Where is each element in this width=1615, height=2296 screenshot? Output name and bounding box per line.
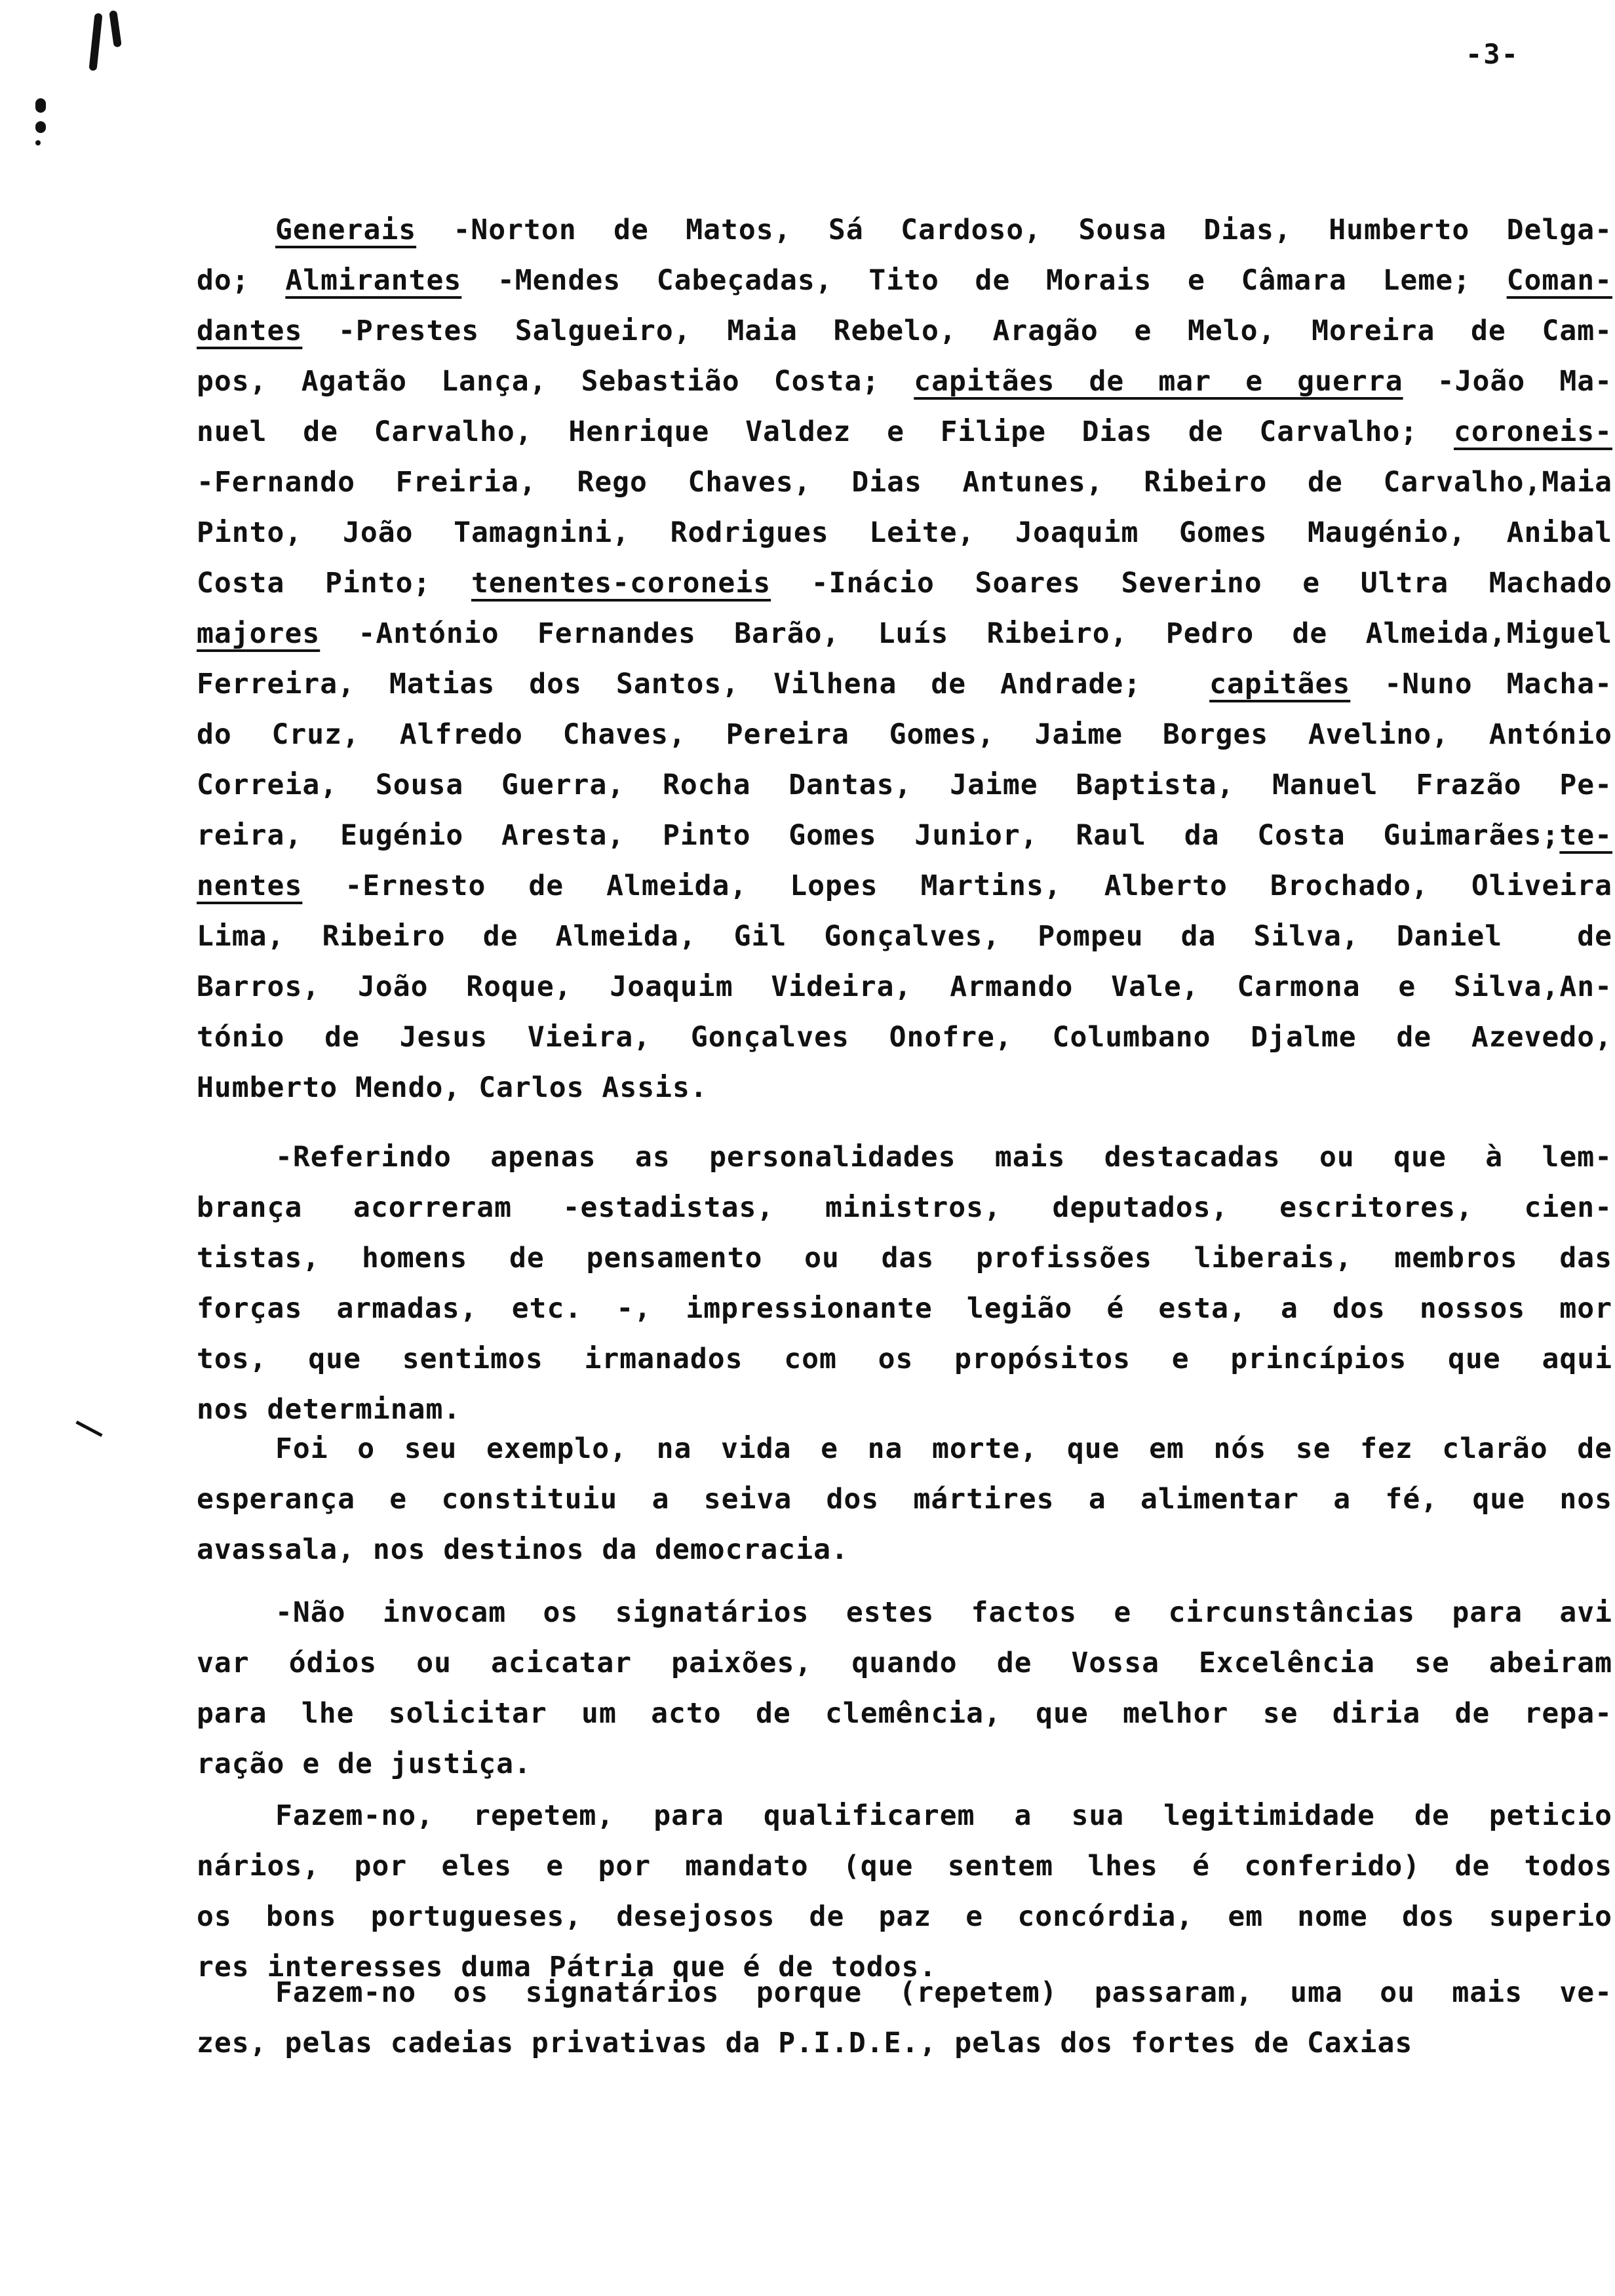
text-line xyxy=(197,771,1612,799)
text-segment: var ódios ou acicatar paixões, quando de Vossa Excelência se abeiram xyxy=(197,1647,1612,1679)
text-segment: Humberto Mendo, Carlos Assis. xyxy=(197,1071,708,1104)
underlined-term: coroneis- xyxy=(1454,415,1612,448)
text-segment: res interesses duma Pátria que é de todos. xyxy=(197,1951,937,1983)
text-segment: zes, pelas cadeias privativas da P.I.D.E., pelas dos fortes de Caxias xyxy=(197,2027,1413,2059)
text-segment: -João Ma- xyxy=(1403,365,1612,398)
text-segment: nuel de Carvalho, Henrique Valdez e Filipe Dias de Carvalho; xyxy=(197,415,1454,448)
text-line xyxy=(197,1021,1612,1054)
text-line xyxy=(197,819,1612,852)
text-line xyxy=(197,1649,1612,1677)
text-segment: Fazem-no os signatários porque (repetem) passaram, uma ou mais ve- xyxy=(275,1976,1612,2009)
underlined-term: te- xyxy=(1559,819,1612,852)
text-line xyxy=(275,1976,1612,2009)
text-line xyxy=(275,1143,1612,1172)
text-segment: esperança e constituiu a seiva dos mártires a alimentar a fé, que nos xyxy=(197,1483,1612,1516)
text-line xyxy=(197,1292,1612,1325)
text-segment: -Nuno Macha- xyxy=(1350,668,1612,700)
text-segment: -Ernesto de Almeida, Lopes Martins, Alberto Brochado, Oliveira xyxy=(302,870,1612,902)
text-line xyxy=(197,2029,1612,2057)
text-line xyxy=(197,1852,1612,1881)
text-segment: Pinto, João Tamagnini, Rodrigues Leite, Joaquim Gomes Maugénio, Anibal xyxy=(197,516,1612,549)
text-segment: Lima, Ribeiro de Almeida, Gil Gonçalves, Pompeu da Silva, Daniel de xyxy=(197,920,1612,953)
text-line xyxy=(197,1533,1612,1566)
text-segment: Correia, Sousa Guerra, Rocha Dantas, Jaime Baptista, Manuel Frazão Pe- xyxy=(197,769,1612,801)
text-segment: brança acorreram -estadistas, ministros, deputados, escritores, cien- xyxy=(197,1191,1612,1224)
text-line xyxy=(197,317,1612,345)
underlined-term: nentes xyxy=(197,870,303,902)
text-line xyxy=(197,516,1612,549)
underlined-term: tenentes-coroneis xyxy=(471,567,771,600)
text-segment: Foi o seu exemplo, na vida e na morte, que em nós se fez clarão de xyxy=(275,1432,1612,1465)
text-segment: tos, que sentimos irmanados com os propósitos e princípios que aqui xyxy=(197,1343,1612,1375)
text-segment: do; xyxy=(197,264,286,297)
underlined-term: Almirantes xyxy=(285,264,462,297)
text-line xyxy=(197,872,1612,900)
text-line xyxy=(197,1191,1612,1224)
text-line xyxy=(197,365,1612,398)
text-line xyxy=(197,1345,1612,1373)
text-segment: Ferreira, Matias dos Santos, Vilhena de Andrade; xyxy=(197,668,1210,700)
text-segment: ração e de justiça. xyxy=(197,1748,532,1780)
text-line xyxy=(275,1432,1612,1465)
text-segment: pos, Agatão Lança, Sebastião Costa; xyxy=(197,365,914,398)
text-segment: reira, Eugénio Aresta, Pinto Gomes Junior, Raul da Costa Guimarães; xyxy=(197,819,1560,852)
text-line xyxy=(197,569,1612,598)
text-segment: os bons portugueses, desejosos de paz e concórdia, em nome dos superio xyxy=(197,1900,1612,1933)
underlined-term: capitães xyxy=(1209,668,1351,700)
text-segment: -Inácio Soares Severino e Ultra Machado xyxy=(771,567,1612,600)
margin-mark xyxy=(35,121,46,133)
text-line xyxy=(197,264,1612,297)
text-segment: -Prestes Salgueiro, Maia Rebelo, Aragão e Melo, Moreira de Cam- xyxy=(302,315,1612,347)
underlined-term: dantes xyxy=(197,315,303,347)
text-line xyxy=(197,1900,1612,1933)
margin-mark xyxy=(75,1421,102,1437)
text-segment: avassala, nos destinos da democracia. xyxy=(197,1533,849,1566)
text-segment: forças armadas, etc. -, impressionante legião é esta, a dos nossos mor xyxy=(197,1292,1612,1325)
text-line xyxy=(197,1071,1612,1104)
text-line xyxy=(275,216,1612,244)
text-segment: tistas, homens de pensamento ou das profissões liberais, membros das xyxy=(197,1242,1612,1274)
underlined-term: Coman- xyxy=(1506,264,1612,297)
text-segment: -Não invocam os signatários estes factos e circunstâncias para avi xyxy=(275,1596,1612,1629)
text-segment: -António Fernandes Barão, Luís Ribeiro, Pedro de Almeida,Miguel xyxy=(320,617,1612,650)
margin-mark xyxy=(35,98,46,113)
text-segment: tónio de Jesus Vieira, Gonçalves Onofre, Columbano Djalme de Azevedo, xyxy=(197,1021,1612,1054)
text-segment: nários, por eles e por mandato (que sentem lhes é conferido) de todos xyxy=(197,1850,1612,1883)
text-segment: Costa Pinto; xyxy=(197,567,471,600)
text-line xyxy=(197,1697,1612,1730)
text-segment: Fazem-no, repetem, para qualificarem a sua legitimidade de peticio xyxy=(275,1799,1612,1832)
text-line xyxy=(197,617,1612,650)
text-segment: do Cruz, Alfredo Chaves, Pereira Gomes, Jaime Borges Avelino, António xyxy=(197,718,1612,751)
text-line xyxy=(275,1596,1612,1629)
text-segment: -Referindo apenas as personalidades mais destacadas ou que à lem- xyxy=(275,1141,1612,1174)
text-line xyxy=(197,1244,1612,1272)
text-line xyxy=(197,718,1612,751)
text-line xyxy=(197,970,1612,1003)
margin-mark xyxy=(35,140,41,145)
text-segment: -Fernando Freiria, Rego Chaves, Dias Antunes, Ribeiro de Carvalho,Maia xyxy=(197,466,1612,499)
underlined-term: Generais xyxy=(275,214,417,246)
underlined-term: majores xyxy=(197,617,321,650)
page-number: -3- xyxy=(1466,38,1519,70)
margin-mark xyxy=(88,13,102,71)
text-line xyxy=(197,920,1612,953)
text-segment: -Mendes Cabeçadas, Tito de Morais e Câmara Leme; xyxy=(461,264,1507,297)
margin-mark xyxy=(109,10,122,47)
text-segment: para lhe solicitar um acto de clemência, que melhor se diria de repa- xyxy=(197,1697,1612,1730)
text-line xyxy=(197,670,1612,698)
text-line xyxy=(197,1485,1612,1514)
underlined-term: capitães de mar e guerra xyxy=(914,365,1403,398)
text-line xyxy=(197,1393,1612,1426)
text-segment: -Norton de Matos, Sá Cardoso, Sousa Dias, Humberto Delga- xyxy=(416,214,1612,246)
text-segment: Barros, João Roque, Joaquim Videira, Armando Vale, Carmona e Silva,An- xyxy=(197,970,1612,1003)
text-line xyxy=(197,1750,1612,1778)
text-line xyxy=(197,415,1612,448)
text-segment: nos determinam. xyxy=(197,1393,461,1426)
text-line xyxy=(275,1799,1612,1832)
text-line xyxy=(197,466,1612,499)
